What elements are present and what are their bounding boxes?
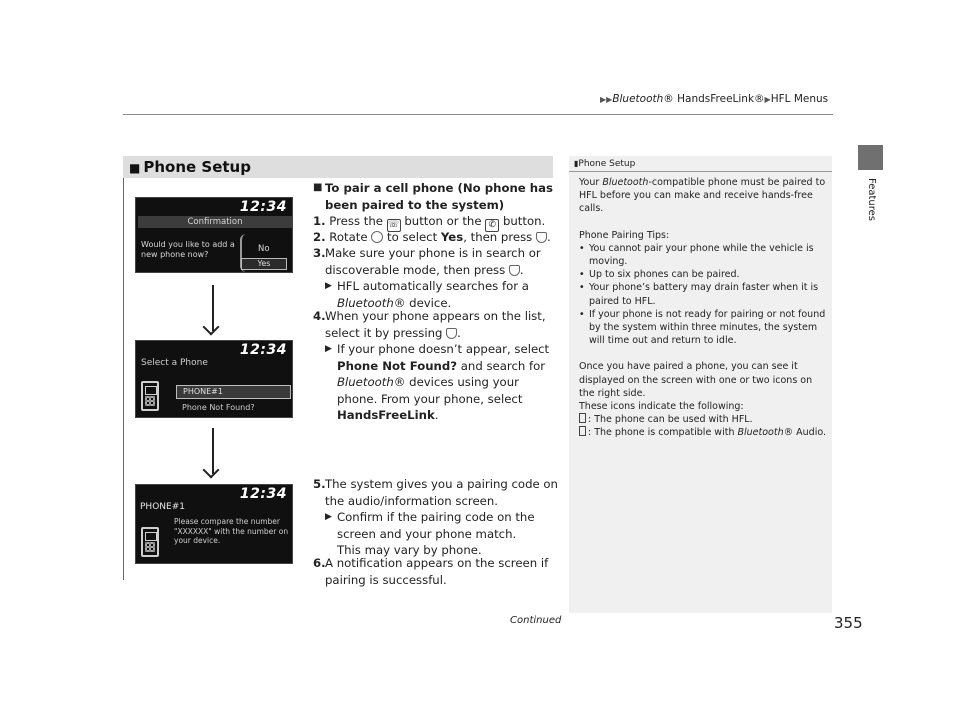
step-4: 4. When your phone appears on the list, select it by pressing . ▶ If your phone doesn’t appear, select Phone Not Found? and search for Bluetooth® devices using your phone. From your phone, select HandsFreeLink. [313,309,550,422]
step-1: 1. Press the ☏ button or the ✆ button. [313,214,546,230]
note-body: Your Bluetooth-compatible phone must be paired to HFL before you can make and receive hands-free calls. Phone Pairing Tips: • You cannot pair your phone while the vehicle is moving. • Up to six phones can be paired. • Your phone’s battery may drain faster when it is paired to HFL. • If your phone is not ready for pairing or not found by the system within three minutes, the system will time out and return to idle. Once you have paired a phone, you can see it displayed on the screen with one or two icons on the right side. These icons indicate the following: : The phone can be used with HFL. : The phone is compatible with Bluetooth® Audio. [579,176,827,440]
phone-not-found-item[interactable]: Phone Not Found? [182,403,255,412]
clock: 12:34 [239,486,287,502]
page-number: 355 [834,614,863,632]
step-2: 2. Rotate to select Yes, then press . [313,230,551,244]
screen-select-phone [135,340,293,418]
step-5: 5. The system gives you a pairing code on the audio/information screen. ▶ Confirm if the pairing code on the screen and your phone match. This may vary by phone. [313,477,558,557]
breadcrumb: ▶▶Bluetooth® HandsFreeLink®▶HFL Menus [600,93,829,105]
tip-item: • Your phone’s battery may drain faster when it is paired to HFL. [579,281,827,307]
side-tab-block [858,145,883,170]
continued-label: Continued [510,615,562,626]
tip-item: • If your phone is not ready for pairing or not found by the system within three minutes, the system will time out and return to idle. [579,308,827,348]
screen-title: Select a Phone [141,358,208,368]
note-panel [569,156,832,613]
tip-item: • You cannot pair your phone while the vehicle is moving. [579,242,827,268]
step-6: 6. A notification appears on the screen if pairing is successful. [313,556,549,587]
breadcrumb-bluetooth: Bluetooth [612,93,664,105]
selector-knob-icon [371,231,383,243]
section-heading [123,156,553,178]
press-knob-icon [536,232,547,243]
screen-title: PHONE#1 [140,502,185,512]
hfl-phone-icon [579,413,586,423]
phone-icon [141,527,159,557]
sub-heading: ■ To pair a cell phone (No phone has been paired to the system) [313,181,553,212]
note-heading: ▮Phone Setup [574,159,636,169]
press-knob-icon [446,328,457,339]
bluetooth-audio-phone-icon [579,426,586,436]
clock: 12:34 [239,199,287,215]
pairing-message: Please compare the number "XXXXXX" with the number on your device. [174,517,289,545]
screen-title: Confirmation [138,216,292,228]
screen-confirmation [135,197,293,273]
clock: 12:34 [239,342,287,358]
press-knob-icon [509,265,520,276]
section-marker: ■ [129,161,141,175]
header-rule [123,114,833,115]
step-3: 3. Make sure your phone is in search or discoverable mode, then press . ▶ HFL automatically searches for a Bluetooth® device. [313,246,541,310]
tip-item: • Up to six phones can be paired. [579,268,827,281]
no-option[interactable]: No [258,244,270,254]
section-title: Phone Setup [143,158,251,176]
sub-heading-text: To pair a cell phone (No phone has been paired to the system) [325,181,553,212]
down-arrow-icon [212,428,214,474]
breadcrumb-hfl-menus: HFL Menus [770,93,829,105]
phone-icon [141,381,159,411]
phone-list-item[interactable]: PHONE#1 [176,385,291,399]
down-arrow-icon [212,285,214,331]
yes-option[interactable]: Yes [241,258,287,270]
note-rule [569,171,832,172]
section-left-rule [123,178,124,580]
screen-pairing-code [135,484,293,564]
side-tab-label: Features [866,178,877,221]
phone-button-icon: ☏ [388,220,400,230]
breadcrumb-handsfreelink: ® HandsFreeLink® [663,93,765,105]
tips-title: Phone Pairing Tips: [579,229,670,241]
confirm-question: Would you like to add a new phone now? [141,240,235,259]
pick-up-button-icon: ✆ [485,219,499,232]
